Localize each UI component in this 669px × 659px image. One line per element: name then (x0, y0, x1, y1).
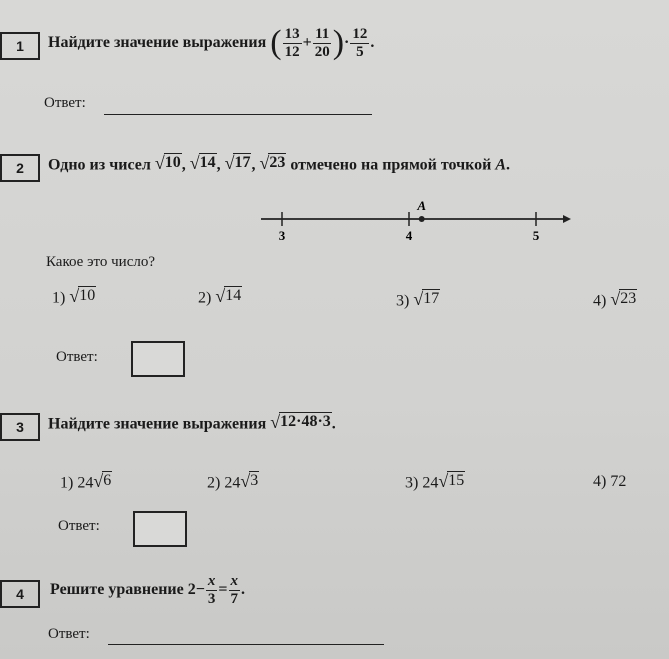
task-2-question: Какое это число? (46, 254, 155, 270)
point-a-label: A (417, 198, 427, 213)
task-2-option-2[interactable]: 2) √ 14 (198, 286, 242, 307)
task-number-3: 3 (0, 413, 40, 441)
task-1-expression: ( $\frac{13}{12}$ + $\frac{11}{20}$ ) · $\frac{12}{5}$ . (270, 24, 375, 61)
task-4-answer-label: Ответ: (48, 626, 90, 642)
arrow-head-icon (563, 215, 571, 223)
sqrt-17: √ 17 (224, 153, 251, 174)
task-3-answer-box[interactable] (133, 511, 187, 547)
fraction-x-7: $\frac{x}{7}$ (230, 573, 238, 607)
tick-label-5: 5 (532, 228, 540, 243)
task-3-option-3[interactable]: 3) 24 √ 15 (405, 471, 465, 492)
task-4-answer-line[interactable] (108, 644, 384, 645)
point-a-marker (419, 216, 425, 222)
fraction-12-5: $\frac{12}{5}$ (352, 26, 368, 60)
task-2-answer-box[interactable] (131, 341, 185, 377)
task-3-answer-label: Ответ: (58, 518, 100, 534)
number-line (255, 195, 575, 245)
task-3-statement: Найдите значение выражения √ 12·48·3 . (48, 412, 336, 433)
task-4-equation: 2 − $\frac{x}{3}$ = $\frac{x}{7}$ . (187, 573, 245, 607)
task-2-option-1[interactable]: 1) √ 10 (52, 286, 96, 307)
sqrt-14: √ 14 (189, 153, 216, 174)
task-1-prompt: Найдите значение выражения (48, 34, 267, 51)
sqrt-10: √ 10 (154, 153, 181, 174)
task-2-option-4[interactable]: 4) √ 23 (593, 289, 637, 310)
task-number-1: 1 (0, 32, 40, 60)
task-2-option-3[interactable]: 3) √ 17 (396, 289, 440, 310)
sqrt-23: √ 23 (259, 153, 286, 174)
fraction-x-3: $\frac{x}{3}$ (207, 573, 216, 607)
task-2-statement: Одно из чисел √ 10 , √ 14 , √ 17 , √ 23 отмечено на прямой точкой A. (48, 153, 511, 174)
task-1-statement (48, 22, 374, 64)
fraction-13-12: $\frac{13}{12}$ (284, 26, 300, 60)
task-number-2: 2 (0, 154, 40, 182)
task-3-option-1[interactable]: 1) 24 √ 6 (60, 471, 112, 492)
task-3-option-2[interactable]: 2) 24 √ 3 (207, 471, 259, 492)
tick-label-4: 4 (405, 228, 413, 243)
task-1-answer-line[interactable] (104, 114, 372, 115)
task-3-option-4[interactable]: 4) 72 (593, 473, 627, 490)
task-2-answer-label: Ответ: (56, 349, 98, 365)
tick-label-3: 3 (278, 228, 286, 243)
sqrt-12-48-3: √ 12·48·3 (270, 412, 331, 433)
task-1-answer-label: Ответ: (44, 95, 86, 111)
task-4-statement: Решите уравнение 2 − $\frac{x}{3}$ = $\frac{x}{7}$ . (50, 573, 245, 607)
task-number-4: 4 (0, 580, 40, 608)
fraction-11-20: $\frac{11}{20}$ (314, 26, 330, 60)
